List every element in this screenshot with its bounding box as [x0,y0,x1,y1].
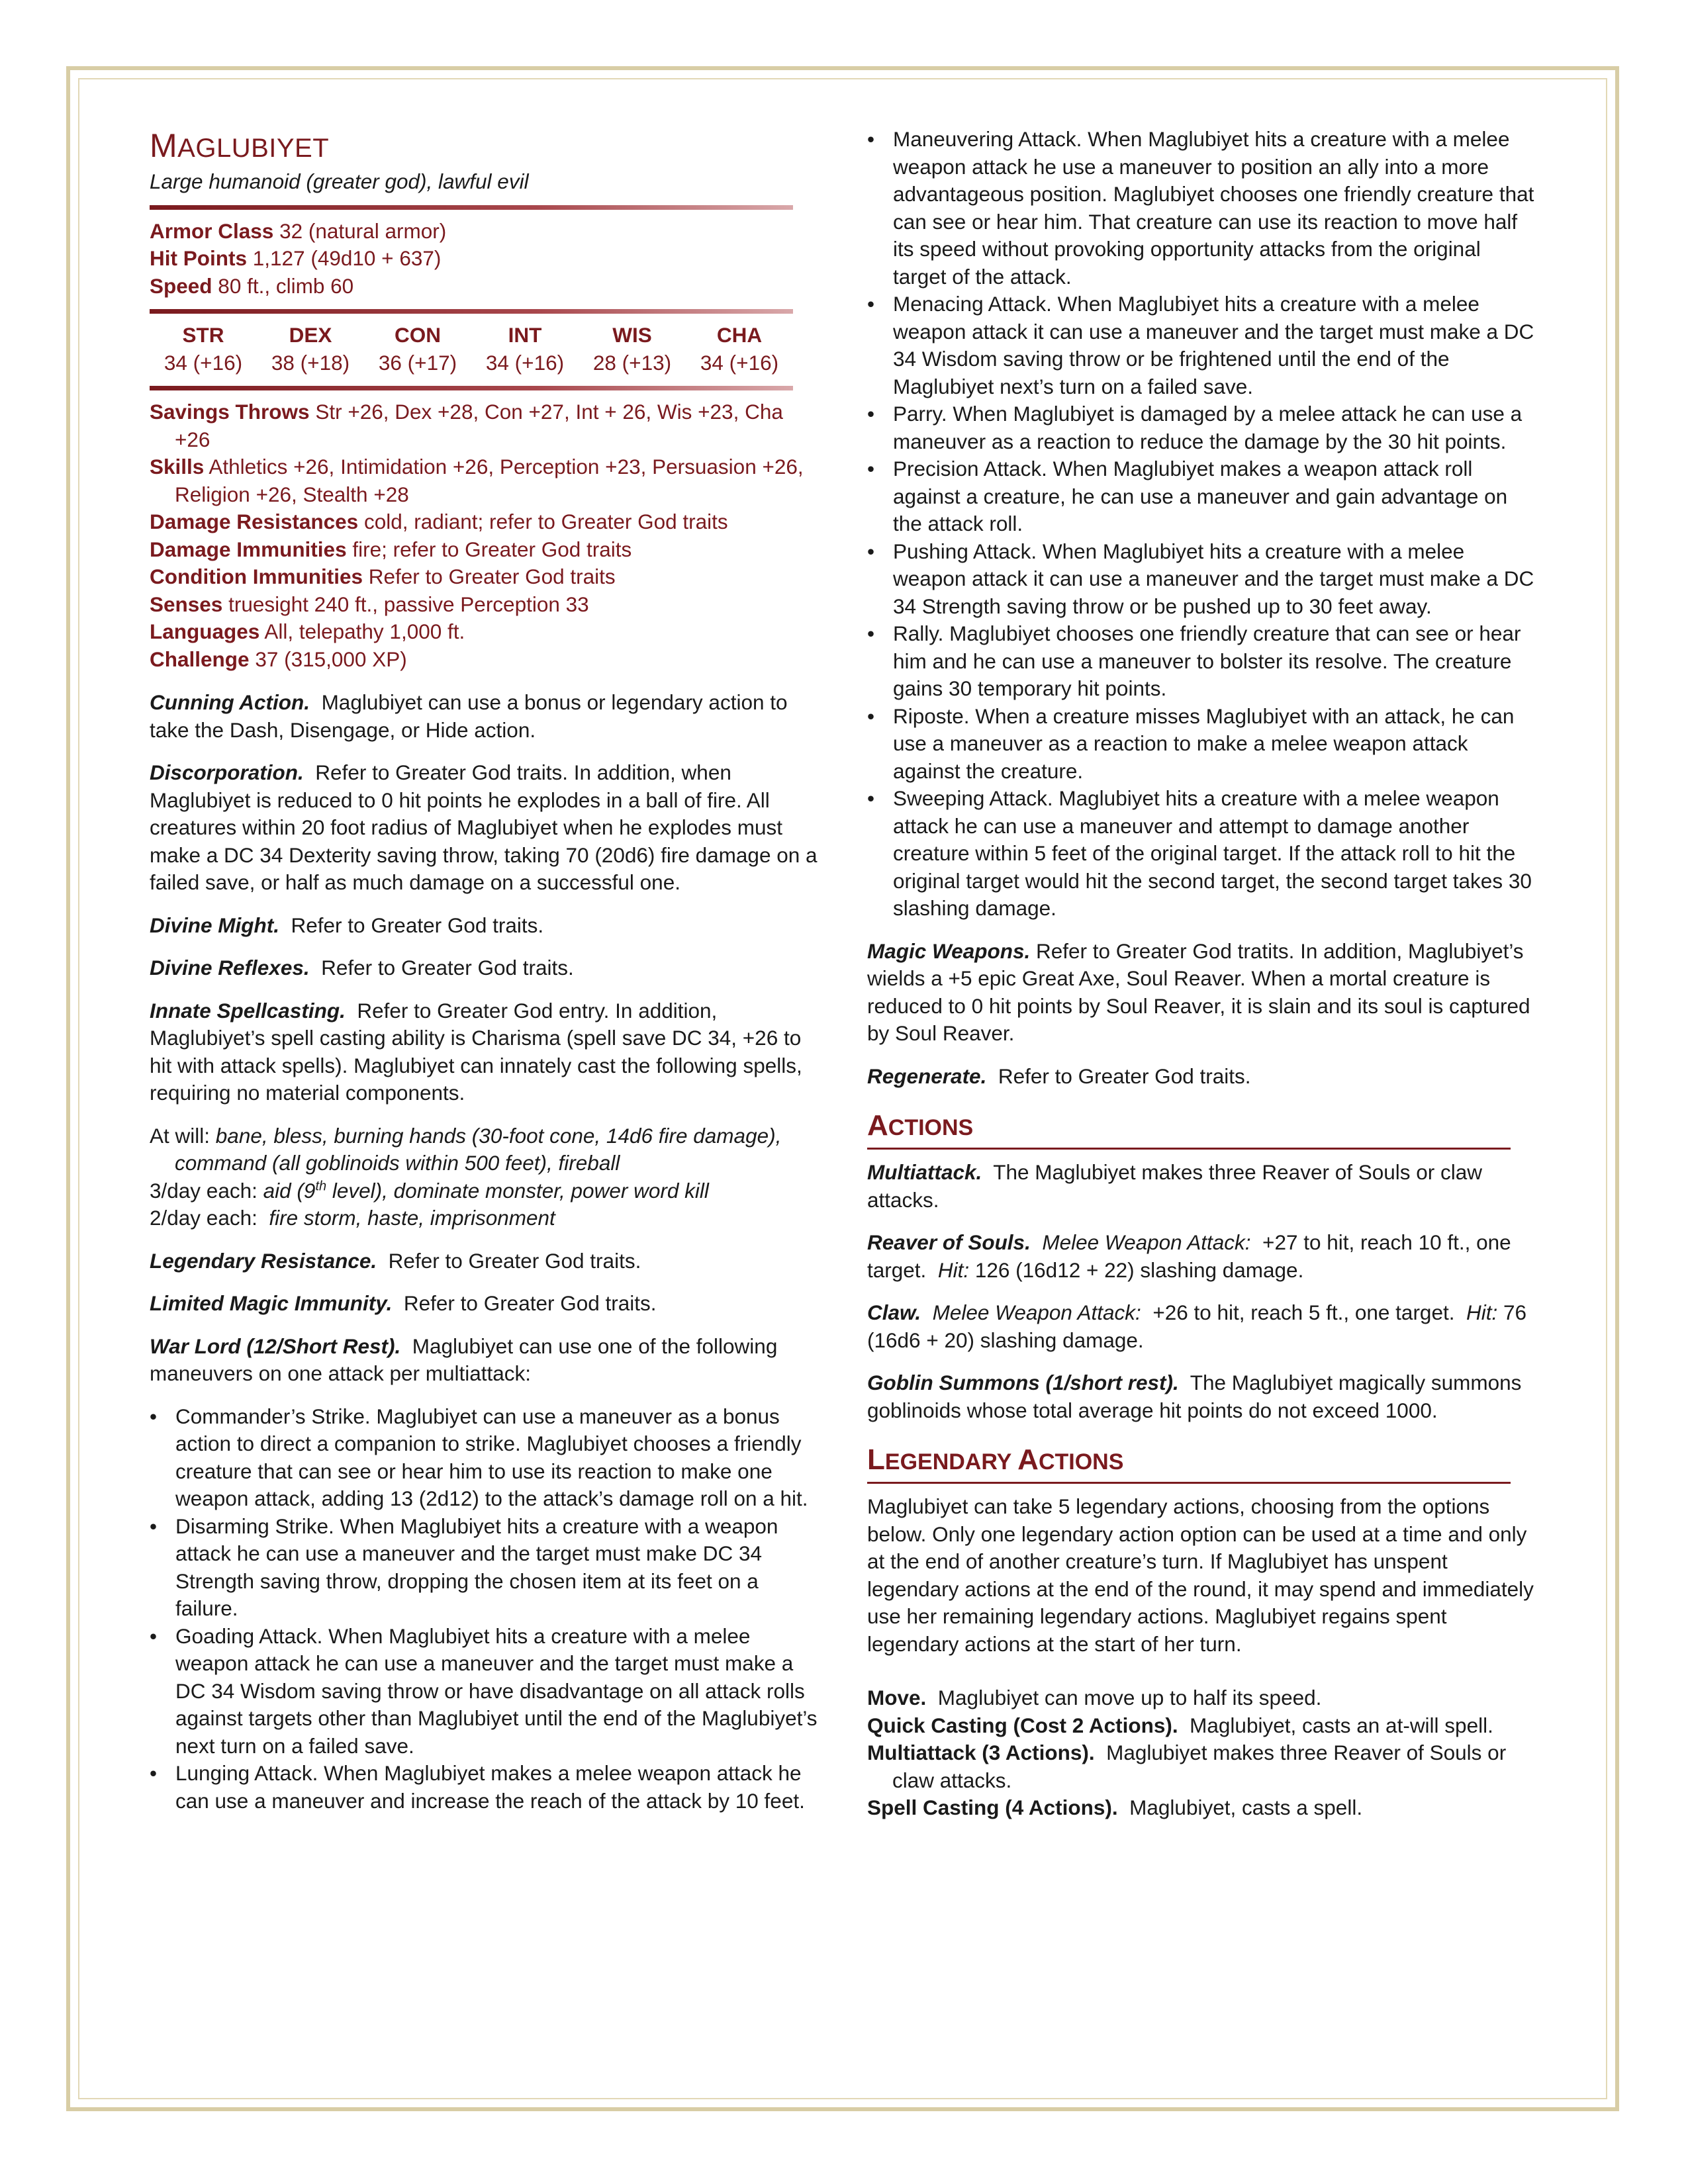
maneuver-list-continued [867,126,1536,923]
list-item: • Rally. Maglubiyet chooses one friendly creature that can see or hear him and he can use a maneuver to bolster its resolve. The creature gains 30 temporary hit points. [892,620,1536,703]
list-item: • Commander’s Strike. Maglubiyet can use a maneuver as a bonus action to direct a companion to strike. Maglubiyet chooses a friendly creature that can see or hear him to use its reaction to make one weapon attack, adding 13 (2d12) to the attack’s damage roll on a hit. [175,1403,818,1513]
trait-limited-magic-immunity: Limited Magic Immunity. Refer to Greater God traits. [150,1291,657,1315]
speed: Speed 80 ft., climb 60 [150,273,354,298]
armor-class: Armor Class 32 (natural armor) [150,218,447,243]
divider [150,309,793,314]
left-column [150,126,818,1815]
list-item: • Precision Attack. When Maglubiyet makes a weapon attack roll against a creature, he can use a maneuver and gain advantage on the attack roll. [892,455,1536,538]
ability-scores [150,322,793,377]
spells-3-day: 3/day each: aid (9th level), dominate monster, power word kill [150,1178,709,1203]
right-column [867,126,1536,1822]
list-item: • Riposte. When a creature misses Maglubiyet with an attack, he can use a maneuver as a reaction to make a melee weapon attack against the creature. [892,703,1536,786]
trait-regenerate: Regenerate. Refer to Greater God traits. [867,1064,1251,1088]
trait-divine-might: Divine Might. Refer to Greater God traits. [150,913,544,937]
legendary-actions-heading: LEGENDARY ACTIONS [867,1444,1511,1484]
legendary-intro: Maglubiyet can take 5 legendary actions, choosing from the options below. Only one legendary action option can be used at a time and only at the end of another creature’s turn. If Maglubiyet has unspent legendary actions at the end of the round, it may spend and immediately use her remaining legendary actions. Maglubiyet regains spent legendary actions at the start of her turn. [867,1494,1534,1656]
list-item: • Maneuvering Attack. When Maglubiyet hits a creature with a melee weapon attack he use a maneuver to position an ally into a more advantageous position. Maglubiyet chooses one friendly creature that can see or hear him. That creature can use its reaction to move half its speed without provoking opportunity attacks from the original target of the attack. [892,126,1536,291]
action-multiattack: Multiattack. The Maglubiyet makes three Reaver of Souls or claw attacks. [867,1160,1483,1212]
ability-con: CON 36 (+17) [378,323,457,375]
saving-throws: Savings Throws Str +26, Dex +28, Con +27, Int + 26, Wis +23, Cha +26 [150,400,783,451]
damage-immunities: Damage Immunities fire; refer to Greater God traits [150,537,632,561]
skills: Skills Athletics +26, Intimidation +26, Perception +23, Persuasion +26, Religion +26, Stealth +28 [150,455,804,506]
legendary-quick-casting: Quick Casting (Cost 2 Actions). Maglubiyet, casts an at-will spell. [867,1713,1493,1737]
list-item: • Menacing Attack. When Maglubiyet hits a creature with a melee weapon attack it can use a maneuver and the target must make a DC 34 Wisdom saving throw or be frightened until the end of the Maglubiyet next’s turn on a failed save. [892,291,1536,400]
ability-str: STR 34 (+16) [164,323,243,375]
languages: Languages All, telepathy 1,000 ft. [150,619,465,643]
trait-cunning-action: Cunning Action. Maglubiyet can use a bonus or legendary action to take the Dash, Disengage, or Hide action. [150,690,788,742]
ability-dex: DEX 38 (+18) [271,323,350,375]
trait-divine-reflexes: Divine Reflexes. Refer to Greater God traits. [150,956,574,979]
list-item: • Pushing Attack. When Maglubiyet hits a creature with a melee weapon attack it can use a maneuver and the target must make a DC 34 Strength saving throw or be pushed up to 30 feet away. [892,538,1536,621]
action-goblin-summons: Goblin Summons (1/short rest). The Maglubiyet magically summons goblinoids whose total average hit points do not exceed 1000. [867,1371,1522,1422]
monster-name: MAGLUBIYET [150,127,330,164]
spells-2-day: 2/day each: fire storm, haste, imprisonment [150,1206,555,1230]
trait-war-lord: War Lord (12/Short Rest). Maglubiyet can use one of the following maneuvers on one attack per multiattack: [150,1334,778,1385]
divider [150,386,793,390]
list-item: • Disarming Strike. When Maglubiyet hits a creature with a weapon attack he can use a maneuver and the target must make DC 34 Strength saving throw, dropping the chosen item at its feet on a failure. [175,1513,818,1623]
spells-at-will: At will: bane, bless, burning hands (30-foot cone, 14d6 fire damage), command (all goblinoids within 500 feet), fireball [150,1123,782,1175]
trait-legendary-resistance: Legendary Resistance. Refer to Greater God traits. [150,1248,641,1273]
list-item: • Lunging Attack. When Maglubiyet makes a melee weapon attack he can use a maneuver and increase the reach of the attack by 10 feet. [175,1760,818,1815]
list-item: • Goading Attack. When Maglubiyet hits a creature with a melee weapon attack he can use a maneuver and the target must make a DC 34 Wisdom saving throw or have disadvantage on all attack rolls against targets other than Maglubiyet until the end of the Maglubiyet’s next turn on a failed save. [175,1623,818,1760]
senses: Senses truesight 240 ft., passive Perception 33 [150,592,589,616]
divider [150,205,793,210]
damage-resistances: Damage Resistances cold, radiant; refer to Greater God traits [150,510,728,533]
challenge: Challenge 37 (315,000 XP) [150,647,407,671]
list-item: • Parry. When Maglubiyet is damaged by a melee attack he can use a maneuver as a reaction to reduce the damage by the 30 hit points. [892,400,1536,455]
maneuver-list [150,1403,818,1815]
trait-magic-weapons: Magic Weapons. Refer to Greater God tratits. In addition, Maglubiyet’s wields a +5 epic Great Axe, Soul Reaver. When a mortal creature is reduced to 0 hit points by Soul Reaver, it is slain and its soul is captured by Soul Reaver. [867,938,1530,1045]
action-reaver-of-souls: Reaver of Souls. Melee Weapon Attack: +27 to hit, reach 10 ft., one target. Hit: 126 (16d12 + 22) slashing damage. [867,1230,1511,1282]
ability-int: INT 34 (+16) [485,323,565,375]
hit-points: Hit Points 1,127 (49d10 + 637) [150,246,442,270]
ability-wis: WIS 28 (+13) [592,323,672,375]
legendary-spell-casting: Spell Casting (4 Actions). Maglubiyet, casts a spell. [867,1796,1363,1819]
actions-heading: ACTIONS [867,1110,1511,1150]
trait-innate-spellcasting: Innate Spellcasting. Refer to Greater God entry. In addition, Maglubiyet’s spell casting ability is Charisma (spell save DC 34, +26 to hit with attack spells). Maglubiyet can innately cast the following spells, requiring no material components. [150,998,802,1105]
list-item: • Sweeping Attack. Maglubiyet hits a creature with a melee weapon attack he can use a maneuver and attempt to damage another creature within 5 feet of the original target. If the attack roll to hit the original target would hit the second target, the second target takes 30 slashing damage. [892,785,1536,923]
monster-subtitle: Large humanoid (greater god), lawful evil [150,169,529,193]
ability-cha: CHA 34 (+16) [700,323,779,375]
trait-discorporation: Discorporation. Refer to Greater God traits. In addition, when Maglubiyet is reduced to 0 hit points he explodes in a ball of fire. All creatures within 20 foot radius of Maglubiyet when he explodes must make a DC 34 Dexterity saving throw, taking 70 (20d6) fire damage on a failed save, or half as much damage on a successful one. [150,760,818,894]
legendary-multiattack: Multiattack (3 Actions). Maglubiyet makes three Reaver of Souls or claw attacks. [867,1741,1507,1792]
action-claw: Claw. Melee Weapon Attack: +26 to hit, reach 5 ft., one target. Hit: 76 (16d6 + 20) slashing damage. [867,1300,1527,1352]
condition-immunities: Condition Immunities Refer to Greater God traits [150,565,616,588]
legendary-move: Move. Maglubiyet can move up to half its speed. [867,1686,1322,1709]
